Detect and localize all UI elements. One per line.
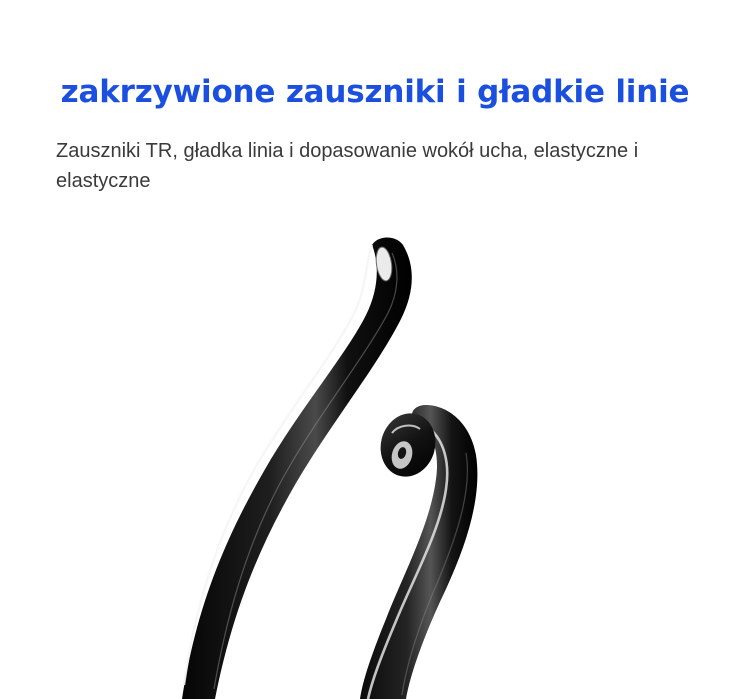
temple-arm-right-short: [360, 405, 477, 699]
left-arm-body: [182, 238, 412, 699]
eyeglass-temple-arms-photo: [0, 215, 750, 699]
page-subtitle: Zauszniki TR, gładka linia i dopasowanie wokół ucha, elastyczne i elastyczne: [56, 140, 639, 192]
page-title: zakrzywione zauszniki i gładkie linie: [60, 74, 690, 110]
temple-arm-left-long: [182, 238, 412, 699]
temples-illustration: [0, 215, 750, 699]
